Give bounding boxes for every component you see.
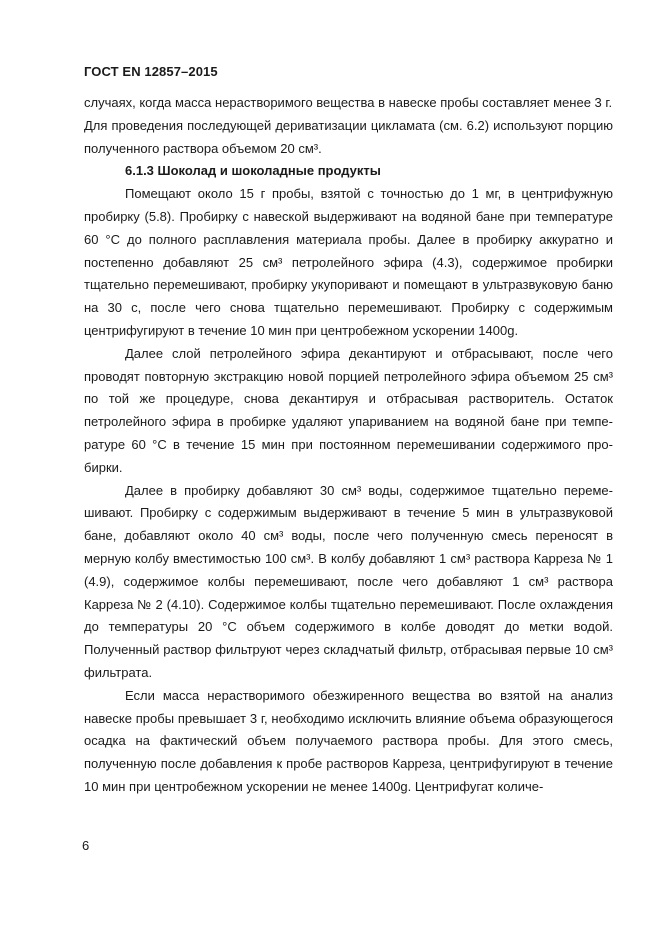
paragraph-carrez: Далее в пробирку добавляют 30 см³ воды, содержимое тщательно перемешивают. Пробирку с содержимым выдерживают в течение 5 мин в ультразвуковой бане, добавляют около 40 см³ воды, после чего полученную смесь переносят в мерную колбу вместимостью 100 см³. В колбу добавляют 1 см³ раствора Карреза № 1 (4.9), содержимое колбы перемешивают, после чего добавляют 1 см³ раствора Карреза № 2 (4.10). Содержимое колбы тщательно перемешивают. После охлаждения до температуры 20 °С объем содержимого в колбе доводят до метки водой. Полученный раствор фильтруют через складчатый фильтр, отбрасывая первые 10 см³ фильтрата. (84, 482, 613, 680)
document-header: ГОСТ EN 12857–2015 (84, 64, 218, 79)
page-number: 6 (82, 838, 90, 853)
paragraph-sample-prep: Помещают около 15 г пробы, взятой с точностью до 1 мг, в центрифужную пробирку (5.8). Пробирку с навеской выдерживают на водяной бане при температуре 60 °С до полного расплавления материала пробы. Далее в пробирку аккуратно и постепенно добавляют 25 см³ петролейного эфира (4.3), содержимое пробирки тщательно перемешивают, пробирку укупоривают и помещают в ультразвуковую баню на 30 с, после чего снова тщательно перемешивают. Пробирку с содержимым центрифугируют в течение 10 мин при центробежном ускорении 1400g. (84, 186, 613, 338)
section-heading: 6.1.3 Шоколад и шоколадные продукты (125, 163, 381, 179)
paragraph-derivatization: Для проведения последующей дериватизации цикламата (см. 6.2) используют порцию полученного раствора объемом 20 см³. (84, 117, 613, 156)
paragraph-centrifuge: Если масса нерастворимого обезжиренного вещества во взятой на анализ навеске пробы превышает 3 г, необходимо исключить влияние объема образующегося осадка на фактический объем получаемого раствора пробы. Для этого смесь, полученную после добавления к пробе растворов Карреза, центрифугируют в течение 10 мин при центробежном ускорении не менее 1400g. Центрифугат количе- (84, 687, 613, 794)
paragraph-extraction: Далее слой петролейного эфира декантируют и отбрасывают, после чего проводят повторную экстракцию новой порцией петролейного эфира объемом 25 см³ по той же процедуре, снова декантируя и отбрасывая растворитель. Остаток петролейного эфира в пробирке удаляют упариванием на водяной бане при температуре 60 °С в течение 15 мин при постоянном перемешивании содержимого пробирки. (84, 345, 613, 475)
paragraph-continuation: случаях, когда масса нерастворимого вещества в навеске пробы составляет менее 3 г. (84, 95, 613, 110)
document-body (84, 92, 613, 799)
